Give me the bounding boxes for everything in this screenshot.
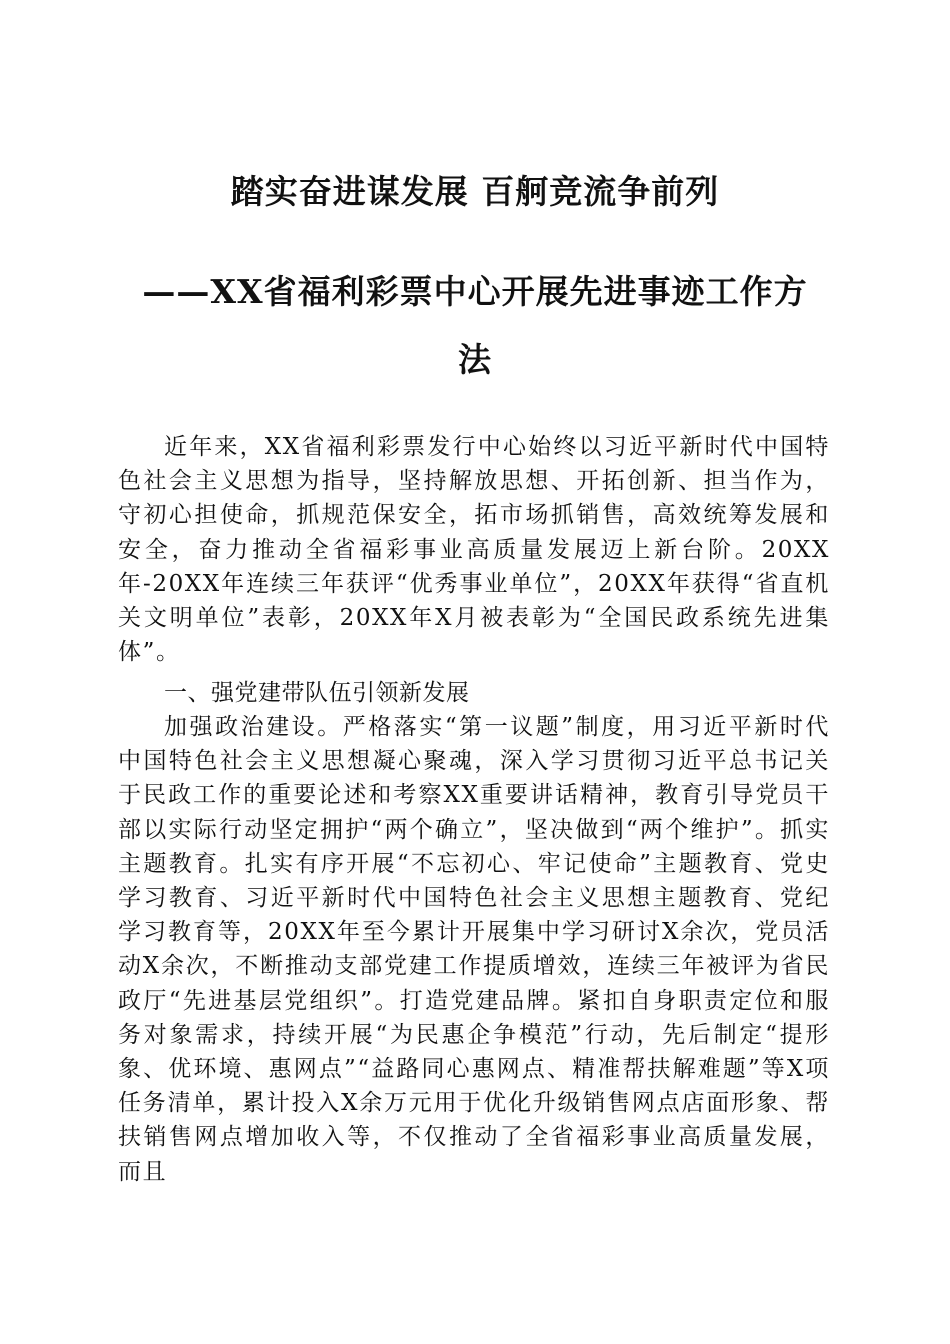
intro-paragraph: 近年来，XX省福利彩票发行中心始终以习近平新时代中国特色社会主义思想为指导，坚持解放思想、开拓创新、担当作为，守初心担使命，抓规范保安全，拓市场抓销售，高效统筹发展和安全，奋力推动全省福彩事业高质量发展迈上新台阶。20XX年-20XX年连续三年获评“优秀事业单位”，20XX年获得“省直机关文明单位”表彰，20XX年X月被表彰为“全国民政系统先进集体”。 bbox=[118, 434, 830, 666]
section-heading: 一、强党建带队伍引领新发展 bbox=[164, 680, 470, 706]
title-line-1: 踏实奋进谋发展 百舸竞流争前列 bbox=[230, 172, 720, 211]
title-line-3: 法 bbox=[458, 340, 492, 379]
section-paragraph: 加强政治建设。严格落实“第一议题”制度，用习近平新时代中国特色社会主义思想凝心聚魂，深入学习贯彻习近平总书记关于民政工作的重要论述和考察XX重要讲话精神，教育引导党员干部以实际行动坚定拥护“两个确立”，坚决做到“两个维护”。抓实主题教育。扎实有序开展“不忘初心、牢记使命”主题教育、党史学习教育、习近平新时代中国特色社会主义思想主题教育、党纪学习教育等，20XX年至今累计开展集中学习研讨X余次，党员活动X余次，不断推动支部党建工作提质增效，连续三年被评为省民政厅“先进基层党组织”。打造党建品牌。紧扣自身职责定位和服务对象需求，持续开展“为民惠企争模范”行动，先后制定“提形象、优环境、惠网点”“益路同心惠网点、精准帮扶解难题”等X项任务清单，累计投入X余万元用于优化升级销售网点店面形象、帮扶销售网点增加收入等，不仅推动了全省福彩事业高质量发展，而且 bbox=[118, 714, 830, 1185]
title-line-2: ——XX省福利彩票中心开展先进事迹工作方 bbox=[142, 272, 808, 311]
